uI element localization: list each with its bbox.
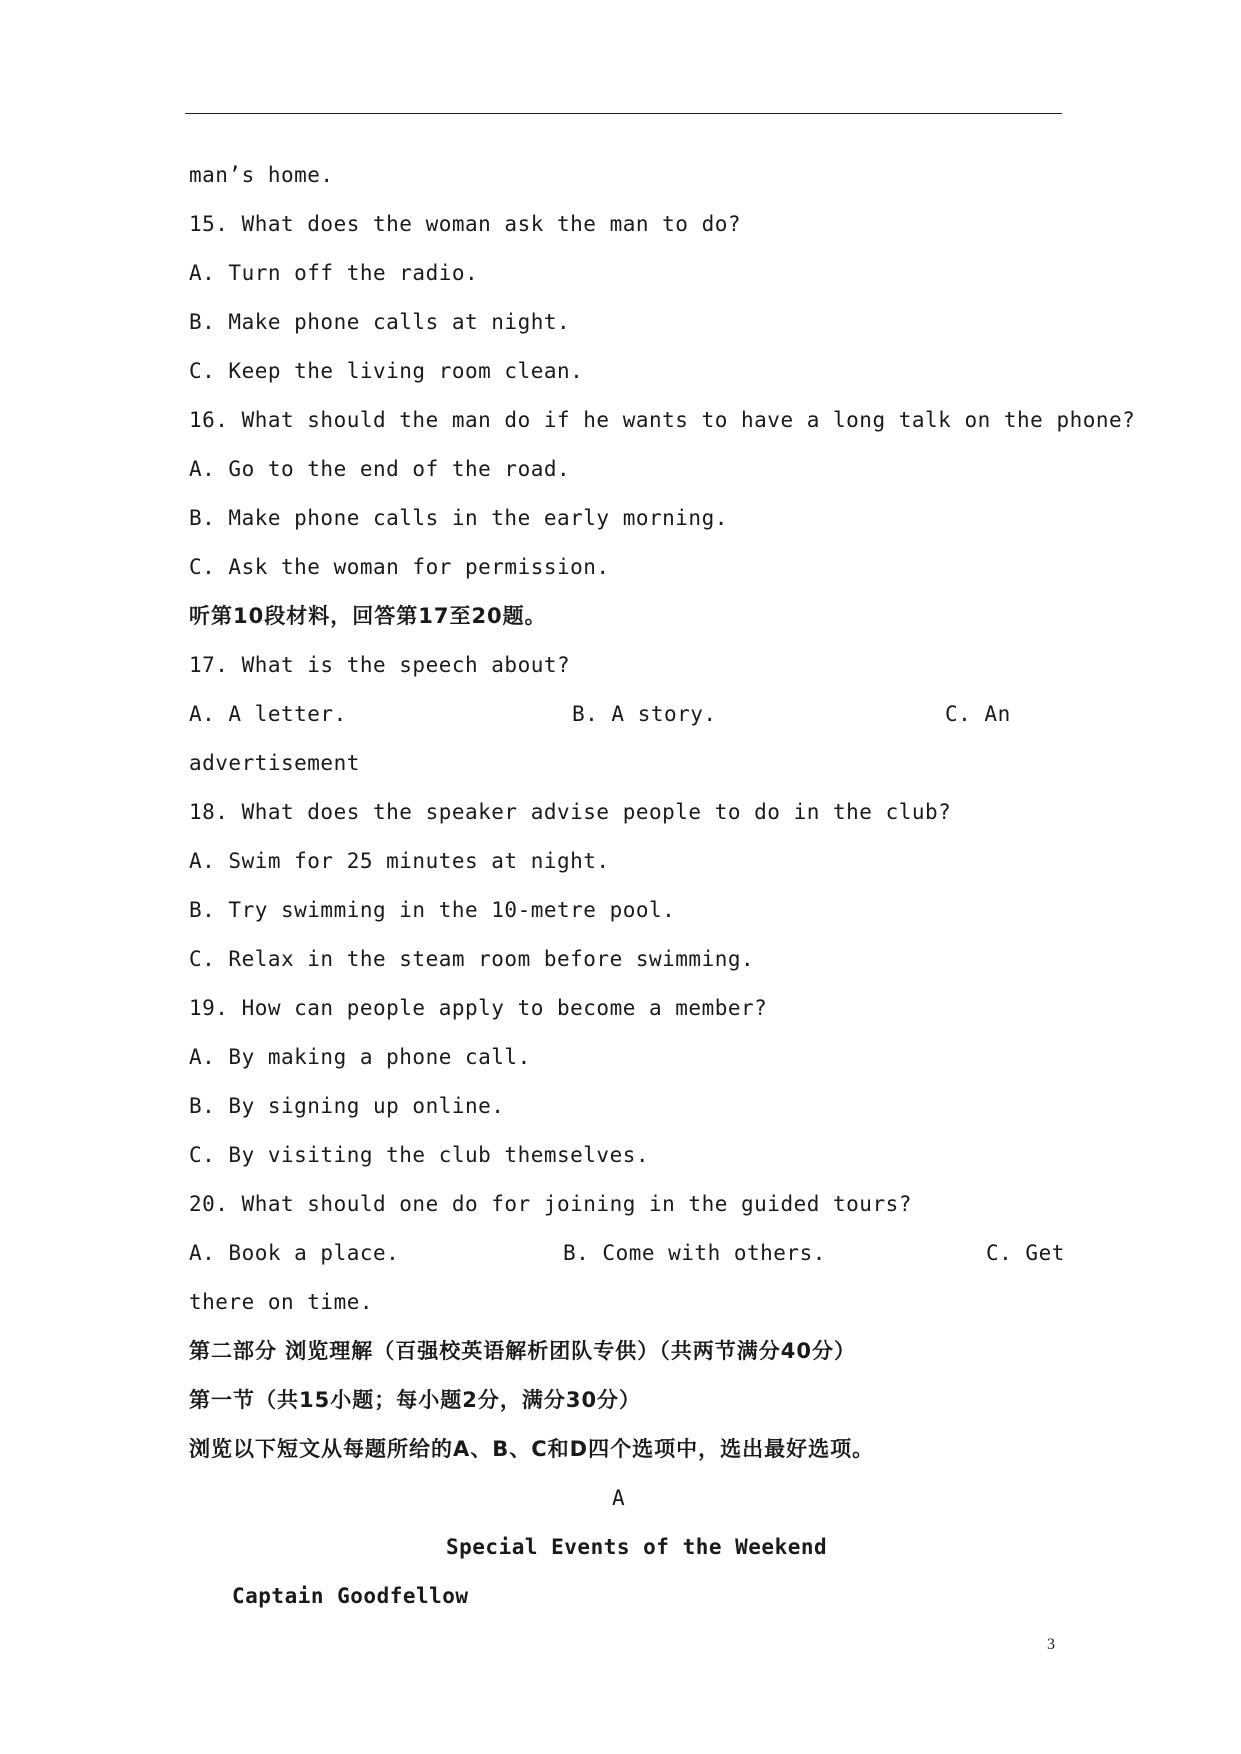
option-20c-cont: there on time. bbox=[189, 1290, 374, 1314]
option-18b: B. Try swimming in the 10-metre pool. bbox=[189, 898, 676, 922]
option-17c: C. An bbox=[945, 702, 1011, 726]
section-instruction: 听第10段材料，回答第17至20题。 bbox=[189, 604, 547, 628]
option-19c: C. By visiting the club themselves. bbox=[189, 1143, 650, 1167]
page-number: 3 bbox=[1047, 1636, 1055, 1653]
option-15a: A. Turn off the radio. bbox=[189, 261, 479, 285]
option-18c: C. Relax in the steam room before swimming. bbox=[189, 947, 755, 971]
text-line: man’s home. bbox=[189, 163, 334, 187]
event-heading: Captain Goodfellow bbox=[232, 1584, 469, 1608]
option-17b: B. A story. bbox=[572, 702, 717, 726]
option-17a: A. A letter. bbox=[189, 702, 347, 726]
part-two-heading: 第二部分 浏览理解（百强校英语解析团队专供）（共两节满分40分） bbox=[189, 1339, 857, 1363]
option-19a: A. By making a phone call. bbox=[189, 1045, 531, 1069]
option-20b: B. Come with others. bbox=[563, 1241, 826, 1265]
question-19: 19. How can people apply to become a member? bbox=[189, 996, 768, 1020]
option-16c: C. Ask the woman for permission. bbox=[189, 555, 610, 579]
option-20c: C. Get bbox=[986, 1241, 1065, 1265]
reading-instruction: 浏览以下短文从每题所给的A、B、C和D四个选项中，选出最好选项。 bbox=[189, 1437, 875, 1461]
question-18: 18. What does the speaker advise people to do in the club? bbox=[189, 800, 952, 824]
option-19b: B. By signing up online. bbox=[189, 1094, 505, 1118]
passage-label: A bbox=[612, 1486, 626, 1510]
question-20: 20. What should one do for joining in the guided tours? bbox=[189, 1192, 912, 1216]
header-rule bbox=[185, 113, 1062, 114]
option-16b: B. Make phone calls in the early morning. bbox=[189, 506, 728, 530]
question-15: 15. What does the woman ask the man to do? bbox=[189, 212, 742, 236]
option-15b: B. Make phone calls at night. bbox=[189, 310, 571, 334]
option-17c-cont: advertisement bbox=[189, 751, 360, 775]
option-16a: A. Go to the end of the road. bbox=[189, 457, 571, 481]
option-18a: A. Swim for 25 minutes at night. bbox=[189, 849, 610, 873]
section-one-heading: 第一节（共15小题；每小题2分，满分30分） bbox=[189, 1388, 642, 1412]
option-15c: C. Keep the living room clean. bbox=[189, 359, 584, 383]
question-17: 17. What is the speech about? bbox=[189, 653, 571, 677]
passage-title: Special Events of the Weekend bbox=[446, 1535, 828, 1559]
question-16: 16. What should the man do if he wants to have a long talk on the phone? bbox=[189, 408, 1136, 432]
option-20a: A. Book a place. bbox=[189, 1241, 400, 1265]
